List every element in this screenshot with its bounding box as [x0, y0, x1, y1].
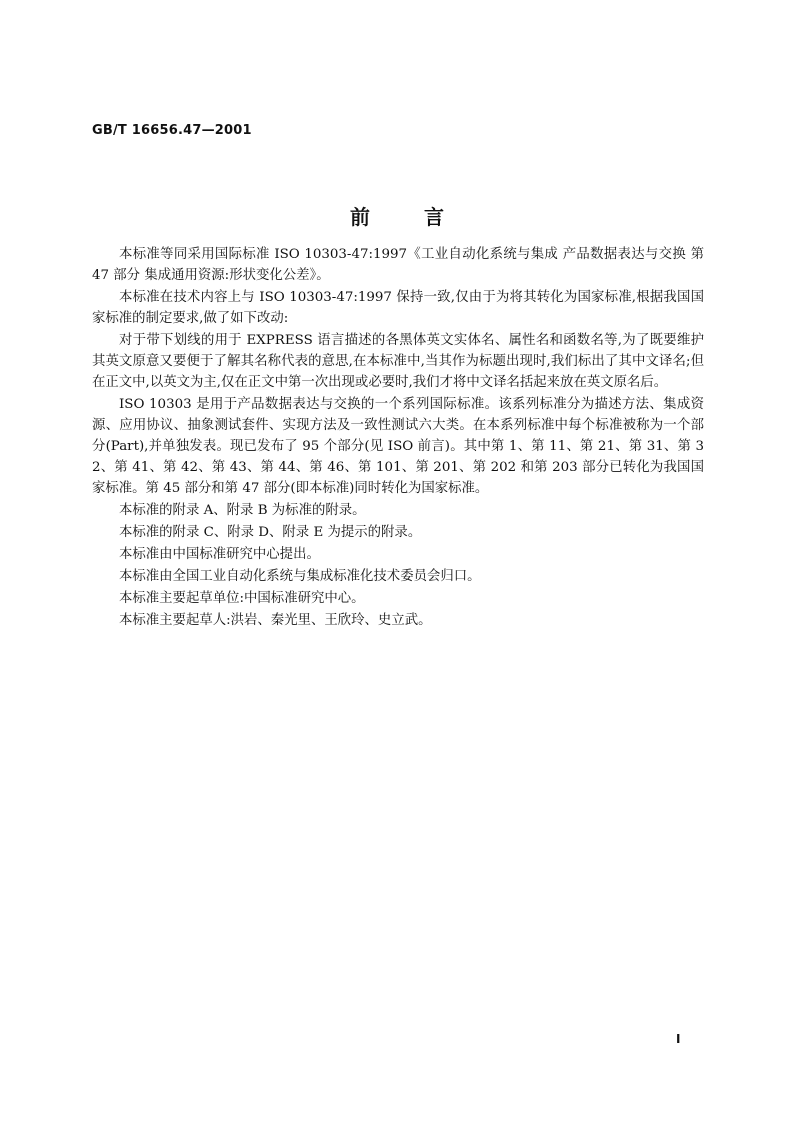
paragraph-normative-annexes: 本标准的附录 A、附录 B 为标准的附录。	[119, 503, 366, 518]
paragraph-adoption: 本标准等同采用国际标准 ISO 10303-47:1997《工业自动化系统与集成 产品数据表达与交换 第 47 部分 集成通用资源:形状变化公差》。	[92, 247, 704, 283]
paragraph-underline-note: 对于带下划线的用于 EXPRESS 语言描述的各黑体英文实体名、属性名和函数名等,为了既要维护其英文原意又要便于了解其名称代表的意思,在本标准中,当其作为标题出现时,我们标出了其中文译名;但在正文中,以英文为主,仅在正文中第一次出现或必要时,我们才将中文译名括起来放在英文原名后。	[92, 333, 704, 390]
paragraph-informative-annexes: 本标准的附录 C、附录 D、附录 E 为提示的附录。	[119, 525, 422, 540]
foreword-body	[92, 244, 704, 632]
paragraph-proposer: 本标准由中国标准研究中心提出。	[119, 547, 320, 562]
paragraph-drafters: 本标准主要起草人:洪岩、秦光里、王欣玲、史立武。	[119, 613, 432, 628]
paragraph-drafting-unit: 本标准主要起草单位:中国标准研究中心。	[119, 591, 365, 606]
paragraph-consistency: 本标准在技术内容上与 ISO 10303-47:1997 保持一致,仅由于为将其转化为国家标准,根据我国国家标准的制定要求,做了如下改动:	[92, 290, 704, 326]
page-number: I	[676, 1032, 681, 1046]
page-title: 前言	[350, 205, 498, 229]
paragraph-series-overview: ISO 10303 是用于产品数据表达与交换的一个系列国际标准。该系列标准分为描述方法、集成资源、应用协议、抽象测试套件、实现方法及一致性测试六大类。在本系列标准中每个标准被称为一个部分(Part),并单独发表。现已发布了 95 个部分(见 ISO 前言)。其中第 1、第 11、第 21、第 31、第 32、第 41、第 42、第 43、第 44、第 46、第 101、第 201、第 202 和第 203 部分已转化为我国国家标准。第 45 部分和第 47 部分(即本标准)同时转化为国家标准。	[92, 397, 704, 496]
paragraph-committee: 本标准由全国工业自动化系统与集成标准化技术委员会归口。	[119, 569, 481, 584]
standard-code: GB/T 16656.47—2001	[92, 123, 252, 138]
